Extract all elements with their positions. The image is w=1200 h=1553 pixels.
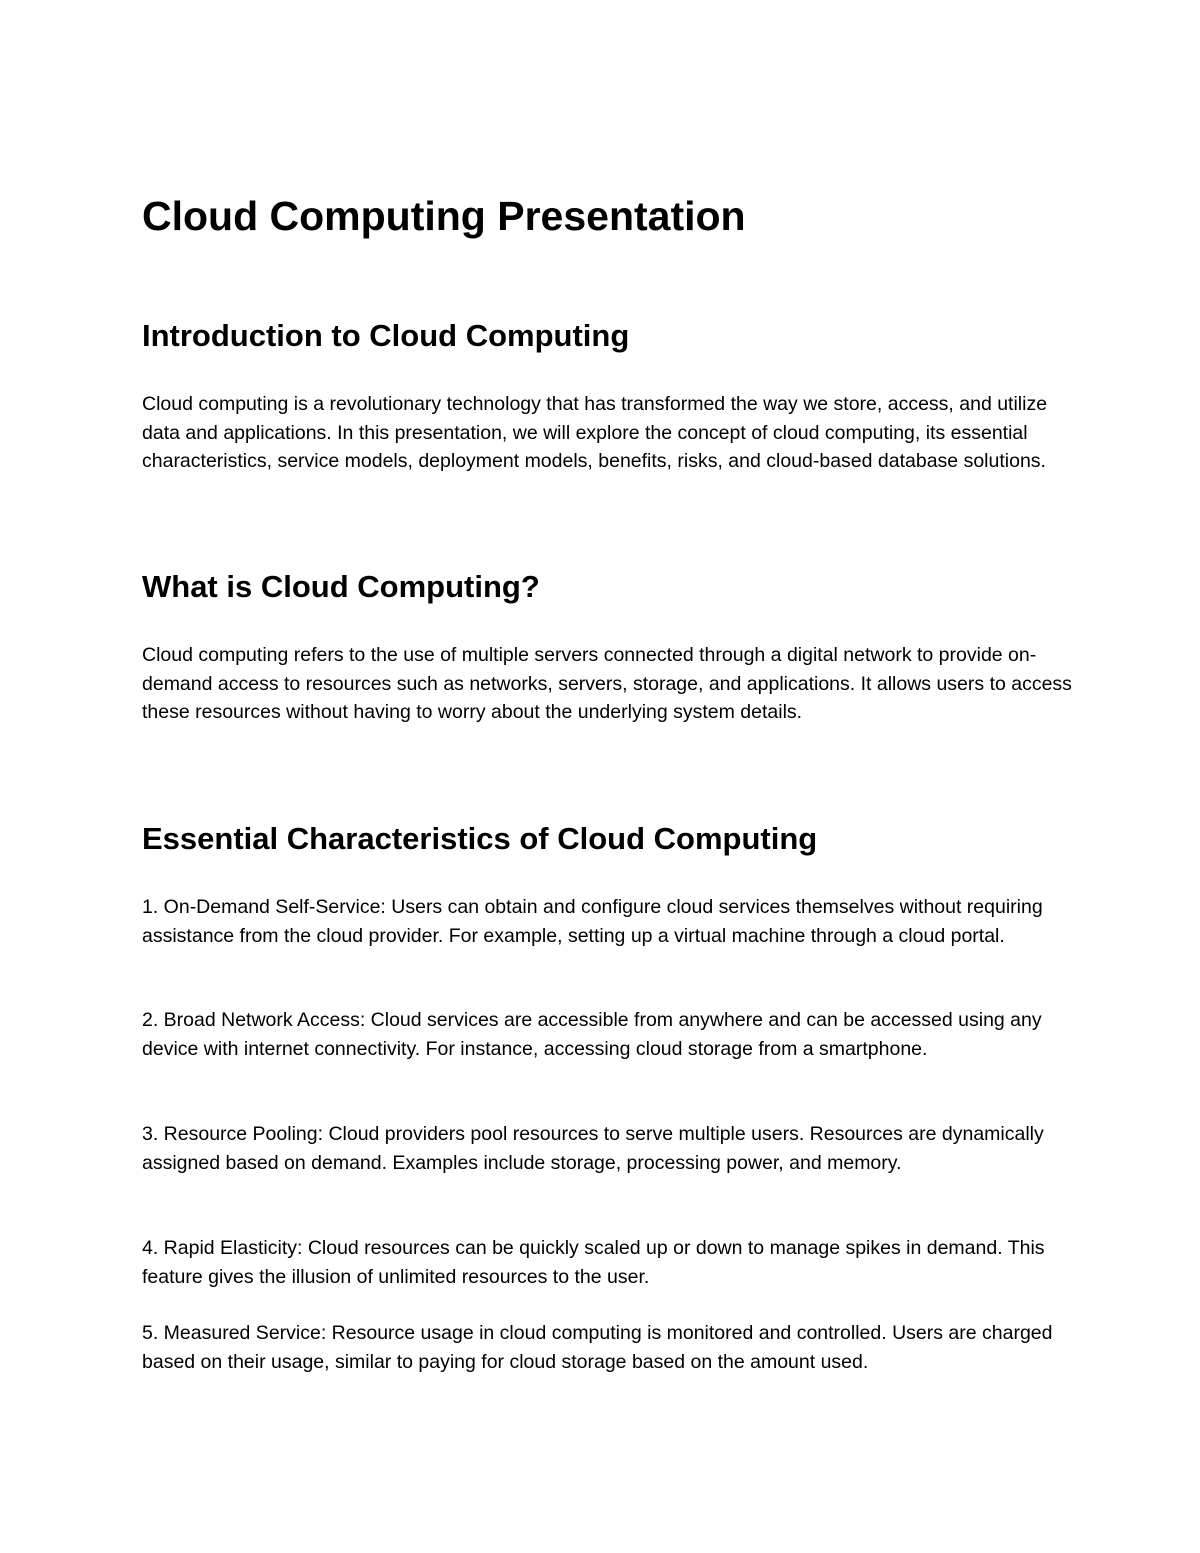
characteristic-item-4: 4. Rapid Elasticity: Cloud resources can be quickly scaled up or down to manage spikes in demand. This feature gives the illusion of unlimited resources to the user. (142, 1237, 1045, 1288)
section-heading-what-is: What is Cloud Computing? (142, 569, 540, 604)
characteristic-item-5: 5. Measured Service: Resource usage in cloud computing is monitored and controlled. Users are charged based on their usage, similar to paying for cloud storage based on the amount used. (142, 1322, 1053, 1373)
section-heading-introduction: Introduction to Cloud Computing (142, 318, 630, 353)
section-heading-essential-characteristics: Essential Characteristics of Cloud Computing (142, 821, 818, 856)
document-title: Cloud Computing Presentation (142, 193, 746, 239)
introduction-paragraph: Cloud computing is a revolutionary technology that has transformed the way we store, access, and utilize data and applications. In this presentation, we will explore the concept of cloud computing, its essential characteristics, service models, deployment models, benefits, risks, and cloud-based database solutions. (142, 393, 1048, 473)
what-is-paragraph: Cloud computing refers to the use of multiple servers connected through a digital network to provide on-demand access to resources such as networks, servers, storage, and applications. It allows users to access these resources without having to worry about the underlying system details. (142, 644, 1072, 724)
characteristic-item-1: 1. On-Demand Self-Service: Users can obtain and configure cloud services themselves without requiring assistance from the cloud provider. For example, setting up a virtual machine through a cloud portal. (142, 896, 1043, 947)
characteristic-item-3: 3. Resource Pooling: Cloud providers pool resources to serve multiple users. Resources are dynamically assigned based on demand. Examples include storage, processing power, and memory. (142, 1123, 1044, 1174)
characteristic-item-2: 2. Broad Network Access: Cloud services are accessible from anywhere and can be accessed using any device with internet connectivity. For instance, accessing cloud storage from a smartphone. (142, 1009, 1042, 1060)
